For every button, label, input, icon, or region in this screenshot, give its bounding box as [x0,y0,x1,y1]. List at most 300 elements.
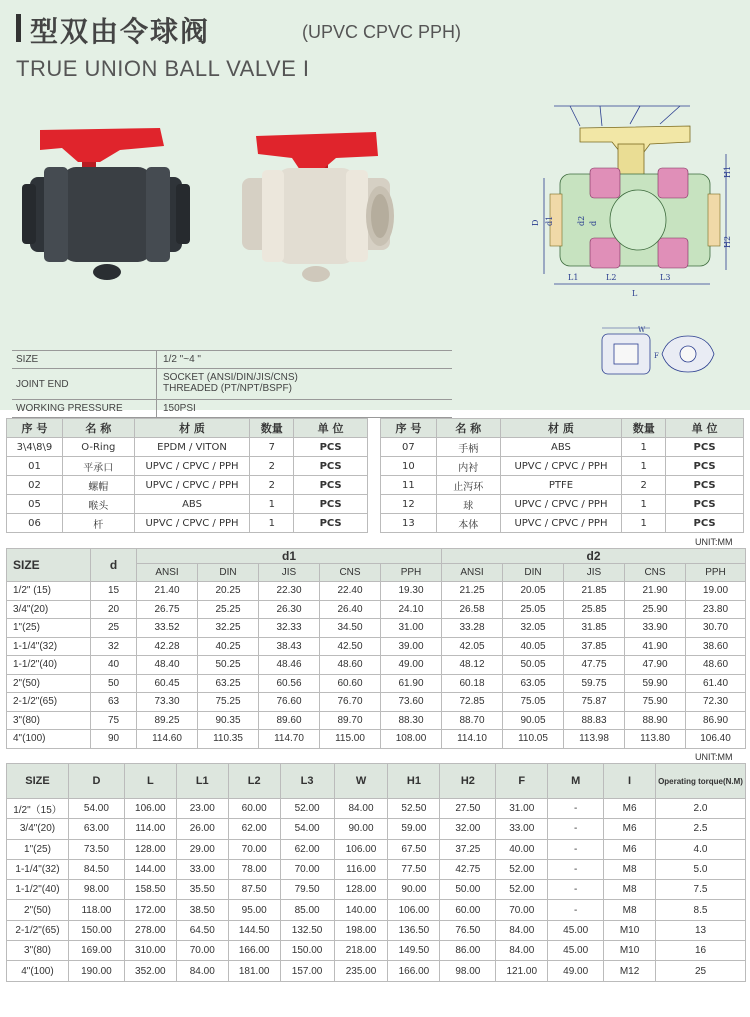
dim-cell: 76.70 [320,693,381,712]
parts-row [7,438,368,457]
parts-header-cell: 序 号 [7,419,63,438]
body-cell: 42.75 [440,859,496,879]
dim-subheader-cell: DIN [198,564,259,582]
dim-cell: 33.90 [625,619,686,638]
title-bar-mark [16,14,21,42]
parts-cell: 1 [622,495,666,514]
body-cell: 128.00 [334,880,388,900]
parts-cell: 2 [622,476,666,495]
dim-cell: 47.75 [564,656,625,675]
body-cell: 86.00 [440,941,496,961]
dim-header-d1: d1 [137,549,442,564]
body-header-cell: L1 [176,764,228,799]
body-cell: 60.00 [228,799,280,819]
body-cell: 2-1/2"(65) [7,920,69,940]
parts-cell: O-Ring [62,438,134,457]
body-cell: 54.00 [280,819,334,839]
dim-cell: 75.90 [625,693,686,712]
body-cell: 2.5 [656,819,746,839]
dark-valve-photo [22,122,202,284]
body-cell: 144.50 [228,920,280,940]
body-cell: 150.00 [68,920,124,940]
body-cell: 52.00 [280,799,334,819]
dim-cell: 32.05 [503,619,564,638]
drawing-label-F: F [654,352,659,360]
dim-header-size: SIZE [7,549,91,582]
dim-cell: 30.70 [686,619,746,638]
body-header-cell: H1 [388,764,440,799]
body-cell: 8.5 [656,900,746,920]
parts-row [7,476,368,495]
dim-cell: 88.83 [564,711,625,730]
dim-row [7,730,746,749]
dim-cell: 76.60 [259,693,320,712]
body-cell: 13 [656,920,746,940]
body-row [7,920,746,940]
body-row [7,819,746,839]
dim-cell: 40 [91,656,137,675]
spec-block [12,350,452,418]
body-cell: 235.00 [334,961,388,981]
body-cell: 45.00 [548,941,604,961]
parts-cell: PCS [294,438,368,457]
dim-cell: 48.12 [442,656,503,675]
dim-cell: 63.25 [198,674,259,693]
body-cell: 4"(100) [7,961,69,981]
dim-cell: 26.40 [320,600,381,619]
page-title: 型双由令球阀 [30,15,211,48]
dim-subheader-cell: JIS [259,564,320,582]
body-cell: 62.00 [280,839,334,859]
dim-cell: 32 [91,637,137,656]
parts-cell: PCS [294,495,368,514]
dim-cell: 25.05 [503,600,564,619]
dim-cell: 20.25 [198,582,259,601]
drawing-label-L3: L3 [660,273,671,282]
parts-cell: 内衬 [436,457,500,476]
body-cell: 106.00 [334,839,388,859]
dim-row [7,582,746,601]
parts-row [381,514,744,533]
body-header-cell: D [68,764,124,799]
body-header-cell: L [124,764,176,799]
dim-subheader-cell: CNS [625,564,686,582]
body-cell: - [548,839,604,859]
body-row [7,799,746,819]
body-row [7,880,746,900]
dim-cell: 106.40 [686,730,746,749]
parts-row [381,476,744,495]
spec-label: JOINT END [12,369,157,399]
dim-cell: 21.85 [564,582,625,601]
dim-cell: 108.00 [381,730,442,749]
parts-header-cell: 材 质 [500,419,622,438]
dim-cell: 114.10 [442,730,503,749]
body-cell: 1"(25) [7,839,69,859]
parts-cell: 3\4\8\9 [7,438,63,457]
dim-subheader-cell: PPH [381,564,442,582]
dim-cell: 26.58 [442,600,503,619]
body-row [7,900,746,920]
dim-row [7,619,746,638]
drawing-label-D: D [531,219,540,226]
dim-cell: 90.35 [198,711,259,730]
dim-cell: 47.90 [625,656,686,675]
spec-label: WORKING PRESSURE [12,400,157,417]
parts-cell: 2 [250,476,294,495]
dim-cell: 75.25 [198,693,259,712]
parts-cell: 07 [381,438,437,457]
parts-cell: 止泻环 [436,476,500,495]
dim-cell: 4"(100) [7,730,91,749]
parts-cell: 平承口 [62,457,134,476]
body-cell: 35.50 [176,880,228,900]
body-cell: 1-1/2"(40) [7,880,69,900]
body-cell: M6 [604,839,656,859]
dim-cell: 89.25 [137,711,198,730]
drawing-label-H1: H1 [723,165,732,178]
body-cell: 132.50 [280,920,334,940]
dim-cell: 61.90 [381,674,442,693]
dim-cell: 42.05 [442,637,503,656]
dim-cell: 26.30 [259,600,320,619]
body-cell: 33.00 [496,819,548,839]
dim-cell: 40.05 [503,637,564,656]
dim-subheader-cell: ANSI [137,564,198,582]
spec-label: SIZE [12,351,157,368]
parts-header-cell: 数量 [622,419,666,438]
body-cell: 157.00 [280,961,334,981]
dim-cell: 88.30 [381,711,442,730]
body-cell: 128.00 [124,839,176,859]
dim-cell: 48.60 [686,656,746,675]
body-cell: M8 [604,880,656,900]
dim-header-d2: d2 [442,549,746,564]
dim-cell: 110.05 [503,730,564,749]
dim-cell: 1/2" (15) [7,582,91,601]
parts-row [7,457,368,476]
body-header-cell: SIZE [7,764,69,799]
parts-cell: 本体 [436,514,500,533]
dim-cell: 34.50 [320,619,381,638]
dim-cell: 42.28 [137,637,198,656]
dim-cell: 90 [91,730,137,749]
body-cell: M6 [604,799,656,819]
parts-cell: 1 [622,457,666,476]
dim-cell: 24.10 [381,600,442,619]
body-cell: 73.50 [68,839,124,859]
body-cell: 3/4"(20) [7,819,69,839]
body-cell: 33.00 [176,859,228,879]
dim-row [7,693,746,712]
body-cell: M6 [604,819,656,839]
body-cell: 31.00 [496,799,548,819]
body-cell: 29.00 [176,839,228,859]
parts-cell: UPVC / CPVC / PPH [134,457,250,476]
dim-cell: 3/4"(20) [7,600,91,619]
body-cell: 87.50 [228,880,280,900]
body-cell: 52.00 [496,880,548,900]
dim-cell: 114.70 [259,730,320,749]
body-cell: 116.00 [334,859,388,879]
title-materials: (UPVC CPVC PPH) [302,22,462,42]
parts-cell: 11 [381,476,437,495]
dim-cell: 25.85 [564,600,625,619]
parts-cell: EPDM / VITON [134,438,250,457]
dim-cell: 113.98 [564,730,625,749]
dim-row [7,656,746,675]
dim-subheader-cell: ANSI [442,564,503,582]
spec-value-line: SOCKET (ANSI/DIN/JIS/CNS) [163,372,298,383]
body-cell: 84.50 [68,859,124,879]
dim-cell: 60.60 [320,674,381,693]
dim-cell: 2"(50) [7,674,91,693]
dim-cell: 26.75 [137,600,198,619]
dim-cell: 48.46 [259,656,320,675]
body-cell: 218.00 [334,941,388,961]
spec-row-pressure [12,400,452,418]
parts-cell: PCS [666,476,744,495]
body-cell: M12 [604,961,656,981]
dim-cell: 21.25 [442,582,503,601]
parts-row [381,438,744,457]
body-cell: 37.25 [440,839,496,859]
unit-label-dimensions: UNIT:MM [695,537,733,547]
dim-cell: 73.60 [381,693,442,712]
dim-cell: 113.80 [625,730,686,749]
body-cell: 166.00 [388,961,440,981]
body-cell: 84.00 [334,799,388,819]
dim-cell: 72.30 [686,693,746,712]
parts-cell: UPVC / CPVC / PPH [500,457,622,476]
dim-row [7,711,746,730]
body-cell: 158.50 [124,880,176,900]
body-cell: 2"(50) [7,900,69,920]
drawing-label-d2: d2 [577,215,586,226]
parts-header-cell: 单 位 [666,419,744,438]
dim-cell: 50.05 [503,656,564,675]
dim-cell: 110.35 [198,730,259,749]
body-cell: 181.00 [228,961,280,981]
parts-cell: 13 [381,514,437,533]
drawing-label-L: L [632,289,638,298]
body-header-cell: W [334,764,388,799]
dim-cell: 50 [91,674,137,693]
dim-cell: 63 [91,693,137,712]
dim-cell: 75.87 [564,693,625,712]
body-cell: 150.00 [280,941,334,961]
body-cell: 95.00 [228,900,280,920]
body-header-cell: M [548,764,604,799]
body-header-cell: L3 [280,764,334,799]
spec-value-line: THREADED (PT/NPT/BSPF) [163,383,292,394]
dim-cell: 115.00 [320,730,381,749]
dim-cell: 33.52 [137,619,198,638]
dim-cell: 60.18 [442,674,503,693]
spec-value: 150PSI [163,403,196,414]
body-cell: 26.00 [176,819,228,839]
body-cell: 84.00 [496,941,548,961]
dim-cell: 20 [91,600,137,619]
parts-cell: 手柄 [436,438,500,457]
parts-row [381,457,744,476]
body-cell: 114.00 [124,819,176,839]
body-cell: M8 [604,900,656,920]
body-header-cell: H2 [440,764,496,799]
dim-cell: 61.40 [686,674,746,693]
body-cell: 45.00 [548,920,604,940]
dim-cell: 37.85 [564,637,625,656]
parts-body [381,438,744,533]
dim-cell: 59.75 [564,674,625,693]
dim-cell: 88.70 [442,711,503,730]
parts-cell: 1 [622,438,666,457]
body-cell: 136.50 [388,920,440,940]
body-cell: 59.00 [388,819,440,839]
body-cell: 78.00 [228,859,280,879]
dim-cell: 15 [91,582,137,601]
parts-cell: UPVC / CPVC / PPH [134,514,250,533]
body-cell: 1-1/4"(32) [7,859,69,879]
parts-cell: 1 [622,514,666,533]
dim-body [7,582,746,749]
parts-cell: 02 [7,476,63,495]
spec-value: 1/2 "~4 " [163,354,201,365]
parts-header-cell: 名 称 [436,419,500,438]
body-cell: 90.00 [334,819,388,839]
body-row [7,859,746,879]
dim-cell: 32.33 [259,619,320,638]
drawing-label-L2: L2 [606,273,617,282]
body-cell: 7.5 [656,880,746,900]
dim-cell: 22.40 [320,582,381,601]
body-header-cell: Operating torque(N.M) [656,764,746,799]
dim-cell: 48.40 [137,656,198,675]
parts-cell: UPVC / CPVC / PPH [500,514,622,533]
dim-cell: 41.90 [625,637,686,656]
flange-drawing [598,322,718,388]
body-cell: 198.00 [334,920,388,940]
body-cell: 62.00 [228,819,280,839]
body-cell: 352.00 [124,961,176,981]
body-cell: 23.00 [176,799,228,819]
body-cell: 50.00 [440,880,496,900]
parts-cell: 2 [250,457,294,476]
drawing-label-d1: d1 [545,215,554,226]
body-cell: 140.00 [334,900,388,920]
body-cell: 67.50 [388,839,440,859]
body-cell: 121.00 [496,961,548,981]
body-row [7,941,746,961]
parts-header-cell: 单 位 [294,419,368,438]
dim-header-d: d [91,549,137,582]
body-cell: 149.50 [388,941,440,961]
body-cell: 16 [656,941,746,961]
parts-cell: UPVC / CPVC / PPH [134,476,250,495]
dim-cell: 39.00 [381,637,442,656]
parts-row [7,495,368,514]
body-cell: 60.00 [440,900,496,920]
dim-cell: 19.00 [686,582,746,601]
dim-cell: 38.43 [259,637,320,656]
parts-cell: 螺帽 [62,476,134,495]
parts-row [7,514,368,533]
dim-cell: 42.50 [320,637,381,656]
body-cell: 85.00 [280,900,334,920]
body-cell: 27.50 [440,799,496,819]
parts-body [7,438,368,533]
body-cell: 70.00 [280,859,334,879]
parts-row [381,495,744,514]
parts-cell: PTFE [500,476,622,495]
dim-header-row-1 [7,549,746,564]
parts-cell: UPVC / CPVC / PPH [500,495,622,514]
body-cell: 4.0 [656,839,746,859]
dim-subheader-cell: CNS [320,564,381,582]
parts-cell: 杆 [62,514,134,533]
drawing-label-L1: L1 [568,273,579,282]
dim-cell: 88.90 [625,711,686,730]
parts-cell: 01 [7,457,63,476]
body-cell: - [548,799,604,819]
dim-cell: 33.28 [442,619,503,638]
body-cell: 49.00 [548,961,604,981]
body-cell: 5.0 [656,859,746,879]
body-cell: 63.00 [68,819,124,839]
body-cell: M8 [604,859,656,879]
body-header-row [7,764,746,799]
body-cell: 172.00 [124,900,176,920]
dim-cell: 32.25 [198,619,259,638]
body-cell: 79.50 [280,880,334,900]
parts-cell: 05 [7,495,63,514]
body-cell: 98.00 [440,961,496,981]
dim-cell: 22.30 [259,582,320,601]
dim-cell: 21.90 [625,582,686,601]
dim-cell: 50.25 [198,656,259,675]
body-cell: 25 [656,961,746,981]
parts-cell: PCS [666,514,744,533]
parts-cell: 12 [381,495,437,514]
dim-cell: 40.25 [198,637,259,656]
dim-cell: 72.85 [442,693,503,712]
parts-cell: ABS [134,495,250,514]
dim-cell: 60.45 [137,674,198,693]
dim-cell: 60.56 [259,674,320,693]
parts-cell: 喉头 [62,495,134,514]
body-row [7,961,746,981]
body-cell: 40.00 [496,839,548,859]
body-cell: 70.00 [228,839,280,859]
body-header-cell: I [604,764,656,799]
body-cell: 2.0 [656,799,746,819]
parts-table-left [6,418,368,533]
dim-cell: 48.60 [320,656,381,675]
body-cell: 1/2"（15） [7,799,69,819]
parts-header-cell: 数量 [250,419,294,438]
body-cell: - [548,880,604,900]
dim-cell: 3"(80) [7,711,91,730]
body-header-cell: L2 [228,764,280,799]
body-cell: - [548,900,604,920]
dim-cell: 49.00 [381,656,442,675]
parts-cell: 7 [250,438,294,457]
body-cell: 54.00 [68,799,124,819]
body-header-cell: F [496,764,548,799]
parts-cell: PCS [666,495,744,514]
dim-row [7,637,746,656]
drawing-label-W: W [638,326,646,334]
